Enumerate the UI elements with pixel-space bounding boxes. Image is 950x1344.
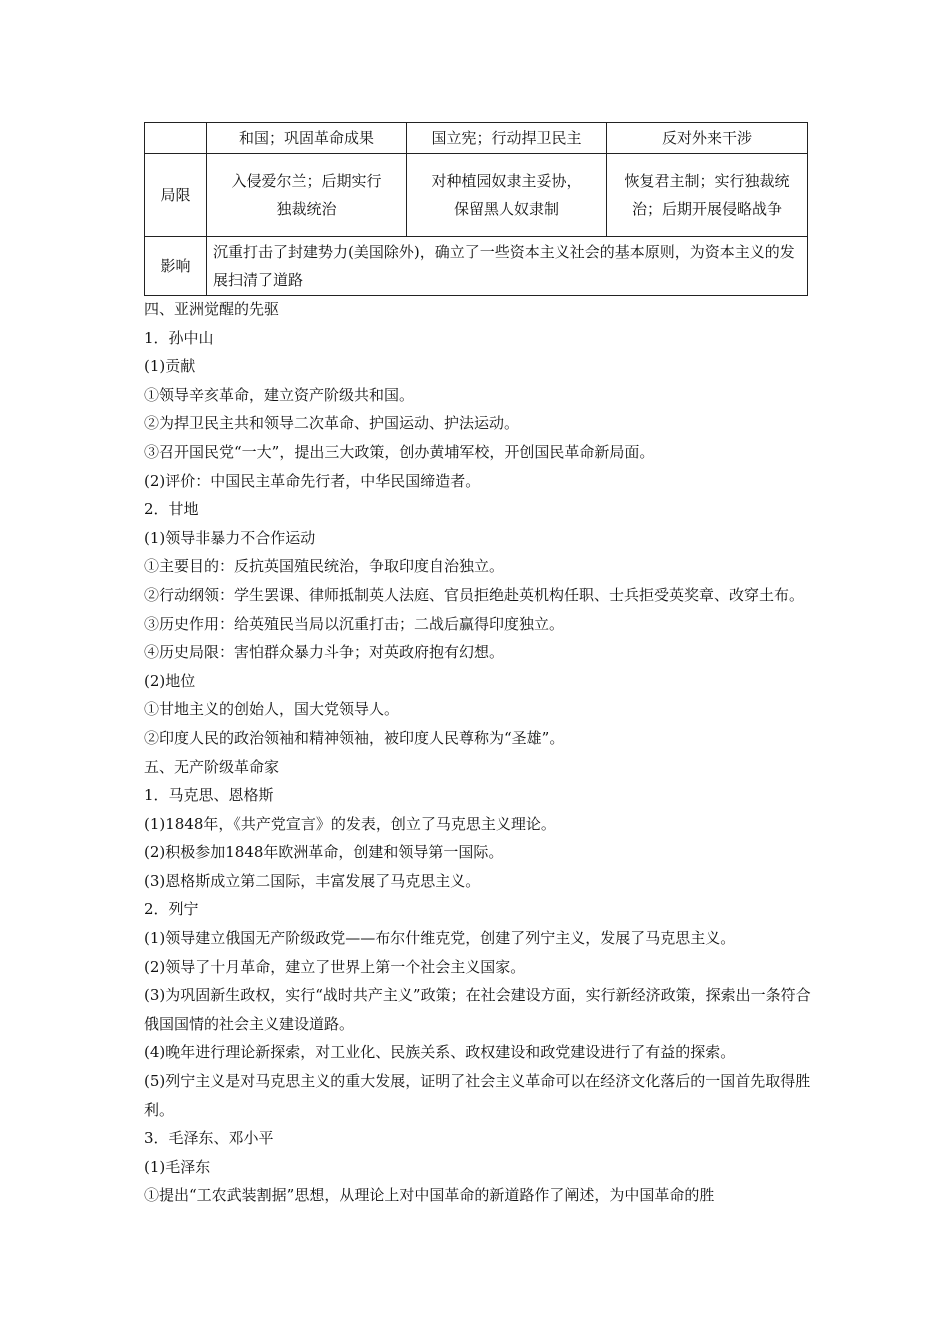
section-heading: 四、亚洲觉醒的先驱: [144, 300, 280, 318]
paragraph: ①提出“工农武装割据”思想，从理论上对中国革命的新道路作了阐述，为中国革命的胜: [144, 1186, 715, 1205]
paragraph: (3)为巩固新生政权，实行“战时共产主义”政策；在社会建设方面，实行新经济政策，探索出一条符合俄国国情的社会主义建设道路。: [144, 986, 811, 1033]
comparison-table: [144, 122, 808, 296]
paragraph: (1)1848年，《共产党宣言》的发表，创立了马克思主义理论。: [144, 814, 556, 833]
table-cell: 和国；巩固革命成果: [207, 123, 407, 154]
paragraph: (2)积极参加1848年欧洲革命，创建和领导第一国际。: [144, 843, 504, 862]
table-cell: 恢复君主制；实行独裁统治；后期开展侵略战争: [607, 154, 808, 237]
table-cell: [145, 123, 207, 154]
table-row: [145, 123, 808, 154]
paragraph: (4)晚年进行理论新探索，对工业化、民族关系、政权建设和政党建设进行了有益的探索。: [144, 1043, 736, 1062]
table-cell: 沉重打击了封建势力(美国除外)，确立了一些资本主义社会的基本原则，为资本主义的发展扫清了道路: [207, 237, 808, 296]
paragraph: ③历史作用：给英殖民当局以沉重打击；二战后赢得印度独立。: [144, 614, 565, 633]
subheading: 1．孙中山: [144, 328, 214, 347]
paragraph: (1)领导建立俄国无产阶级政党——布尔什维克党，创建了列宁主义，发展了马克思主义。: [144, 929, 736, 948]
table-cell: 入侵爱尔兰；后期实行独裁统治: [207, 154, 407, 237]
table-cell: 对种植园奴隶主妥协，保留黑人奴隶制: [407, 154, 607, 237]
paragraph: (5)列宁主义是对马克思主义的重大发展，证明了社会主义革命可以在经济文化落后的一国首先取得胜利。: [144, 1072, 811, 1119]
paragraph: ③召开国民党“一大”，提出三大政策，创办黄埔军校，开创国民革命新局面。: [144, 442, 655, 461]
paragraph: ①甘地主义的创始人，国大党领导人。: [144, 700, 400, 719]
table-cell: 反对外来干涉: [607, 123, 808, 154]
row-label-limits: 局限: [145, 154, 207, 237]
paragraph: (3)恩格斯成立第二国际，丰富发展了马克思主义。: [144, 871, 481, 890]
subheading: 2．列宁: [144, 900, 199, 919]
paragraph: (2)评价：中国民主革命先行者，中华民国缔造者。: [144, 471, 481, 490]
subheading: 3．毛泽东、邓小平: [144, 1129, 274, 1148]
paragraph: ①领导辛亥革命，建立资产阶级共和国。: [144, 385, 415, 404]
section-heading: 五、无产阶级革命家: [144, 757, 280, 776]
paragraph: ②行动纲领：学生罢课、律师抵制英人法庭、官员拒绝赴英机构任职、士兵拒受英奖章、改穿土布。: [144, 585, 805, 604]
paragraph: (1)毛泽东: [144, 1157, 211, 1176]
table-row: [145, 154, 808, 237]
paragraph: (2)领导了十月革命，建立了世界上第一个社会主义国家。: [144, 957, 526, 976]
paragraph: ②印度人民的政治领袖和精神领袖，被印度人民尊称为“圣雄”。: [144, 728, 565, 747]
paragraph: ②为捍卫民主共和领导二次革命、护国运动、护法运动。: [144, 414, 520, 433]
paragraph: (2)地位: [144, 671, 196, 690]
paragraph: (1)领导非暴力不合作运动: [144, 528, 316, 547]
subheading: 1．马克思、恩格斯: [144, 786, 274, 805]
subheading: 2．甘地: [144, 500, 199, 519]
paragraph: ①主要目的：反抗英国殖民统治，争取印度自治独立。: [144, 557, 505, 576]
table-cell: 国立宪；行动捍卫民主: [407, 123, 607, 154]
paragraph: ④历史局限：害怕群众暴力斗争；对英政府抱有幻想。: [144, 643, 505, 662]
row-label-impact: 影响: [145, 237, 207, 296]
paragraph: (1)贡献: [144, 357, 196, 376]
body-text: [144, 295, 814, 1210]
table-row: [145, 237, 808, 296]
